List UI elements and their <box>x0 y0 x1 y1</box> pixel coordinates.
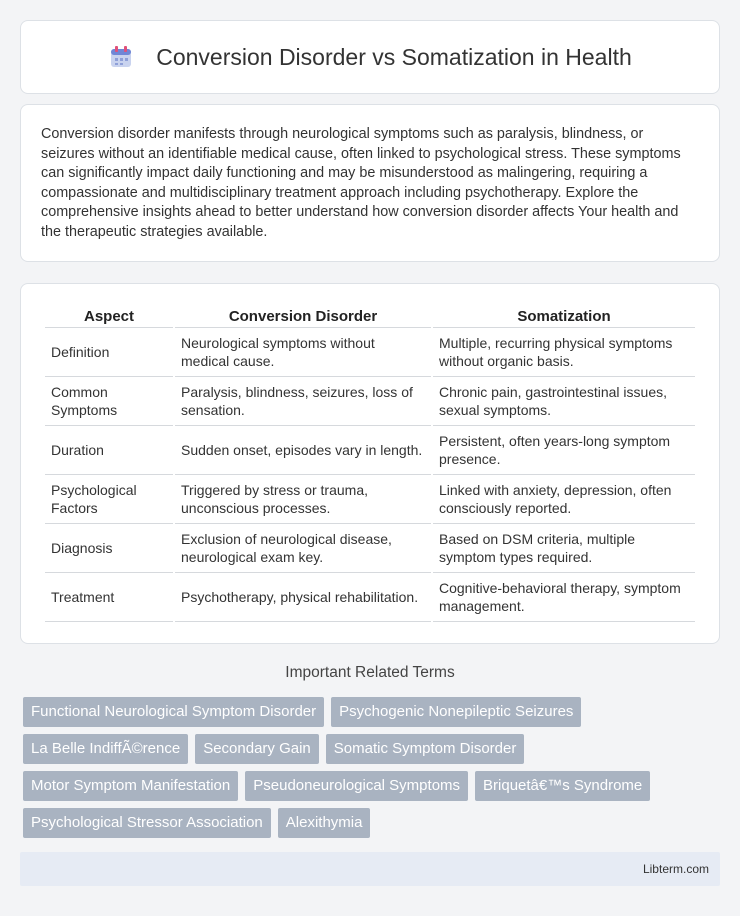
related-term-tag[interactable]: Motor Symptom Manifestation <box>23 771 238 801</box>
aspect-cell: Common Symptoms <box>45 377 173 426</box>
aspect-cell: Duration <box>45 426 173 475</box>
somatization-cell: Chronic pain, gastrointestinal issues, sexual symptoms. <box>433 377 695 426</box>
somatization-cell: Multiple, recurring physical symptoms without organic basis. <box>433 328 695 377</box>
header-aspect: Aspect <box>45 306 173 328</box>
tag-row <box>23 734 723 764</box>
somatization-cell: Persistent, often years-long symptom presence. <box>433 426 695 475</box>
table-row <box>45 426 695 475</box>
header-somatization: Somatization <box>433 306 695 328</box>
related-term-tag[interactable]: Alexithymia <box>278 808 371 838</box>
related-term-tag[interactable]: Briquetâ€™s Syndrome <box>475 771 650 801</box>
tag-row <box>23 808 723 838</box>
aspect-cell: Diagnosis <box>45 524 173 573</box>
intro-text: Conversion disorder manifests through neurological symptoms such as paralysis, blindness, or seizures without an identifiable medical cause, often linked to psychological stress. These symptoms can significantly impact daily functioning and may be misunderstood as malingering, requiring a compassionate and multidisciplinary treatment approach including psychotherapy. Explore the comprehensive insights ahead to better understand how conversion disorder affects Your health and the therapeutic strategies available. <box>41 126 681 240</box>
table-row <box>45 328 695 377</box>
table-row <box>45 573 695 622</box>
conversion-cell: Sudden onset, episodes vary in length. <box>175 426 431 475</box>
conversion-cell: Neurological symptoms without medical cause. <box>175 328 431 377</box>
aspect-cell: Treatment <box>45 573 173 622</box>
related-term-tag[interactable]: Secondary Gain <box>195 734 319 764</box>
conversion-cell: Paralysis, blindness, seizures, loss of sensation. <box>175 377 431 426</box>
comparison-table <box>43 306 697 622</box>
related-terms-title: Important Related Terms <box>285 664 455 681</box>
intro-card <box>20 104 720 262</box>
tag-row <box>23 697 723 727</box>
conversion-cell: Exclusion of neurological disease, neurological exam key. <box>175 524 431 573</box>
somatization-cell: Based on DSM criteria, multiple symptom types required. <box>433 524 695 573</box>
table-row <box>45 377 695 426</box>
aspect-cell: Psychological Factors <box>45 475 173 524</box>
related-term-tag[interactable]: Psychological Stressor Association <box>23 808 271 838</box>
related-term-tag[interactable]: Pseudoneurological Symptoms <box>245 771 468 801</box>
somatization-cell: Linked with anxiety, depression, often consciously reported. <box>433 475 695 524</box>
related-term-tag[interactable]: Functional Neurological Symptom Disorder <box>23 697 324 727</box>
conversion-cell: Triggered by stress or trauma, unconscious processes. <box>175 475 431 524</box>
header-conversion-disorder: Conversion Disorder <box>175 306 431 328</box>
footer <box>20 852 720 886</box>
related-terms-list <box>23 697 723 845</box>
aspect-cell: Definition <box>45 328 173 377</box>
table-header-row <box>45 306 695 328</box>
somatization-cell: Cognitive-behavioral therapy, symptom management. <box>433 573 695 622</box>
related-term-tag[interactable]: Psychogenic Nonepileptic Seizures <box>331 697 581 727</box>
related-term-tag[interactable]: Somatic Symptom Disorder <box>326 734 525 764</box>
footer-site-link[interactable]: Libterm.com <box>642 862 709 876</box>
header-card <box>20 20 720 94</box>
calendar-icon <box>108 44 134 70</box>
table-row <box>45 524 695 573</box>
conversion-cell: Psychotherapy, physical rehabilitation. <box>175 573 431 622</box>
tag-row <box>23 771 723 801</box>
table-row <box>45 475 695 524</box>
related-term-tag[interactable]: La Belle IndiffÃ©rence <box>23 734 188 764</box>
page-title: Conversion Disorder vs Somatization in Health <box>156 43 632 70</box>
comparison-card <box>20 283 720 644</box>
